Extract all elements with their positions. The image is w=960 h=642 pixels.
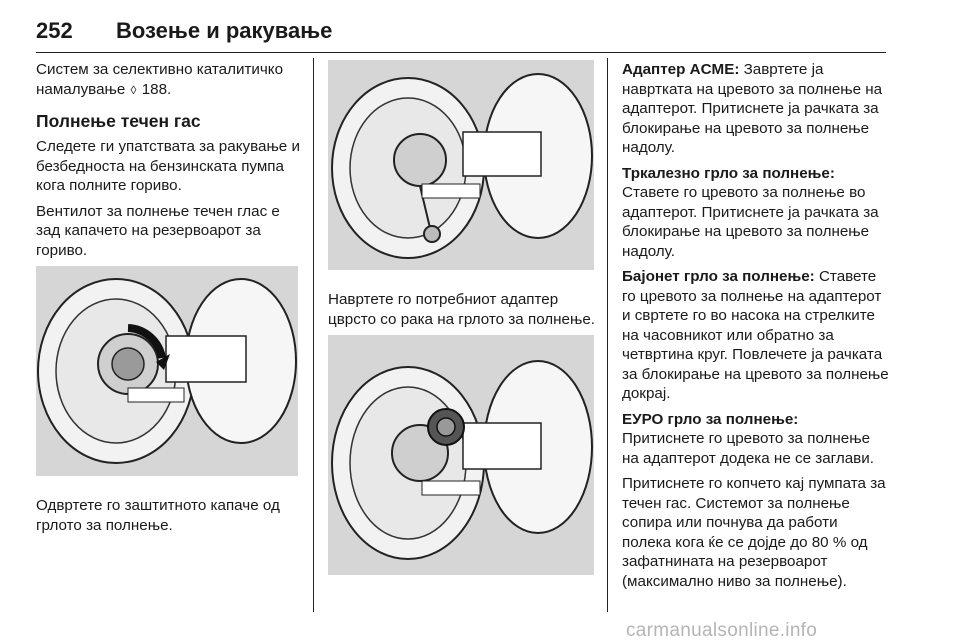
column-right [622, 60, 890, 597]
figure-caption: Навртете го потребниот адаптер цврсто со рака на грлото за полнење. [328, 291, 596, 328]
paragraph-text: Систем за селективно каталитичко намалување [36, 61, 284, 98]
figure-open-cap-illustration [36, 266, 298, 476]
column-left [36, 60, 300, 541]
page-title: Возење и ракување [116, 18, 333, 43]
wheel-nozzle-label: Тркалезно грло за полнење: [622, 164, 835, 182]
adapter-acme-label: Адаптер ACME: [622, 61, 740, 78]
page-header [36, 18, 886, 53]
page-reference-link[interactable]: 188. [141, 80, 172, 98]
paragraph-acme-adapter [622, 60, 890, 158]
paragraph-euro-nozzle [622, 410, 890, 469]
page-number: 252 [36, 18, 73, 43]
fuel-door-adapter-drawing [328, 60, 594, 270]
paragraph: Притиснете го копчето кај пумпата за течен гас. Системот за полнење сопира или почнува да работи полека кога ќе се дојде до 80 % од зафатнината на резервоарот (максимално ниво за полнење). [622, 475, 886, 590]
column-middle [328, 60, 596, 595]
figure-adapter-mounted-illustration [328, 335, 594, 575]
figure-caption: Одвртете го заштитното капаче од грлото за полнење. [36, 497, 280, 534]
fuel-door-adapter-mounted-drawing [328, 335, 594, 575]
watermark: carmanualsonline.info [626, 620, 818, 641]
column-divider [607, 58, 608, 612]
paragraph-scr-reference [36, 60, 300, 100]
fuel-door-open-cap-drawing [36, 266, 298, 476]
paragraph-bayonet-nozzle [622, 267, 890, 404]
paragraph: Следете ги упатствата за ракување и безбедноста на бензинската пумпа кога полните гориво. [36, 138, 300, 194]
bayonet-nozzle-label: Бајонет грло за полнење: [622, 268, 815, 285]
paragraph-text: Ставете го цревото за полнење во адаптерот. Притиснете ја рачката за блокирање на цревото за полнење надолу. [622, 184, 879, 260]
column-divider [313, 58, 314, 612]
paragraph-text: Завртете ја навртката на цревото за полнење на адаптерот. Притиснете ја рачката за блокирање на цревото за полнење надолу. [622, 61, 883, 156]
figure-adapter-illustration [328, 60, 594, 270]
paragraph: Вентилот за полнење течен глас е зад капачето на резервоарот за гориво. [36, 202, 280, 259]
paragraph-wheel-nozzle [622, 164, 890, 262]
arrow-ref-icon: ◊ [130, 82, 137, 97]
paragraph-text: Притиснете го цревото за полнење на адаптерот додека не се заглави. [622, 430, 874, 467]
paragraph-text: Ставете го цревото за полнење на адаптерот и свртете го во насока на стрелките на часовникот или обратно за четвртина круг. Повлечете ја рачката за блокирање на цревото за полнење докрај. [622, 268, 889, 402]
section-heading: Полнење течен гас [36, 111, 201, 131]
euro-nozzle-label: ЕУРО грло за полнење: [622, 410, 799, 428]
